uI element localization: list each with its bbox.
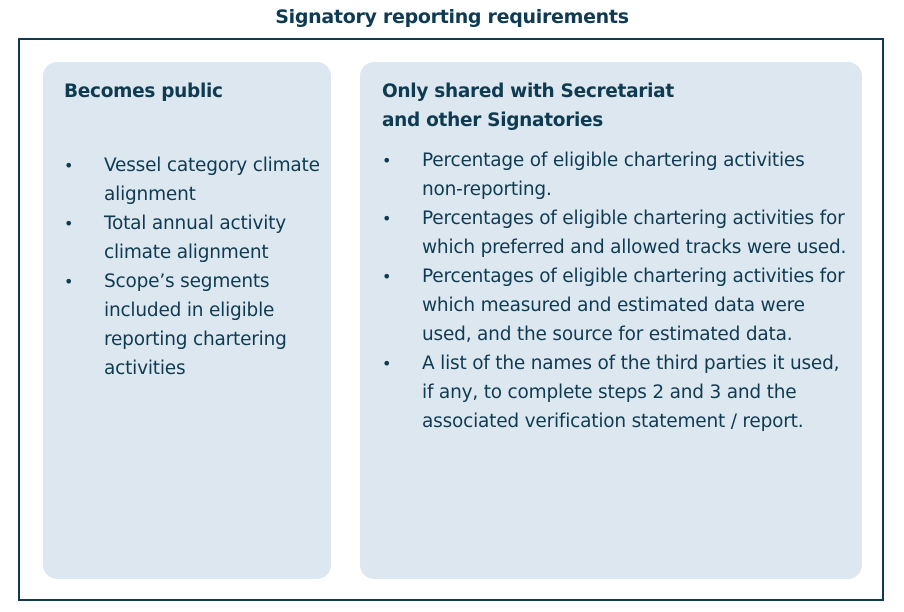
list-item-text: Percentages of eligible chartering activities for which measured and estimated data were used, and the source for estimated data. [422, 266, 845, 345]
bullet-icon: • [64, 272, 74, 291]
list-item [64, 151, 322, 209]
list-item-text: Percentage of eligible chartering activities non-reporting. [422, 150, 805, 200]
bullet-icon: • [64, 156, 74, 175]
list-item-text: Vessel category climate alignment [104, 155, 320, 205]
shared-items-list [382, 146, 850, 436]
public-panel-heading: Becomes public [64, 81, 223, 102]
shared-panel [360, 62, 862, 579]
list-item-text: Scope’s segments included in eligible reporting chartering activities [104, 271, 287, 379]
list-item-text: Percentages of eligible chartering activities for which preferred and allowed tracks were used. [422, 208, 847, 258]
bullet-icon: • [382, 267, 392, 286]
list-item [382, 262, 850, 349]
list-item [382, 349, 850, 436]
list-item-text: Total annual activity climate alignment [104, 213, 286, 263]
bullet-icon: • [64, 214, 74, 233]
public-items-list [64, 151, 322, 383]
list-item [382, 146, 850, 204]
list-item [382, 204, 850, 262]
list-item [64, 209, 322, 267]
bullet-icon: • [382, 209, 392, 228]
shared-panel-heading: Only shared with Secretariat and other Signatories [382, 81, 674, 131]
list-item [64, 267, 322, 383]
public-panel [43, 62, 331, 579]
bullet-icon: • [382, 151, 392, 170]
page-title: Signatory reporting requirements [275, 6, 629, 28]
list-item-text: A list of the names of the third parties it used, if any, to complete steps 2 and 3 and the associated verification statement / report. [422, 353, 840, 432]
bullet-icon: • [382, 354, 392, 373]
